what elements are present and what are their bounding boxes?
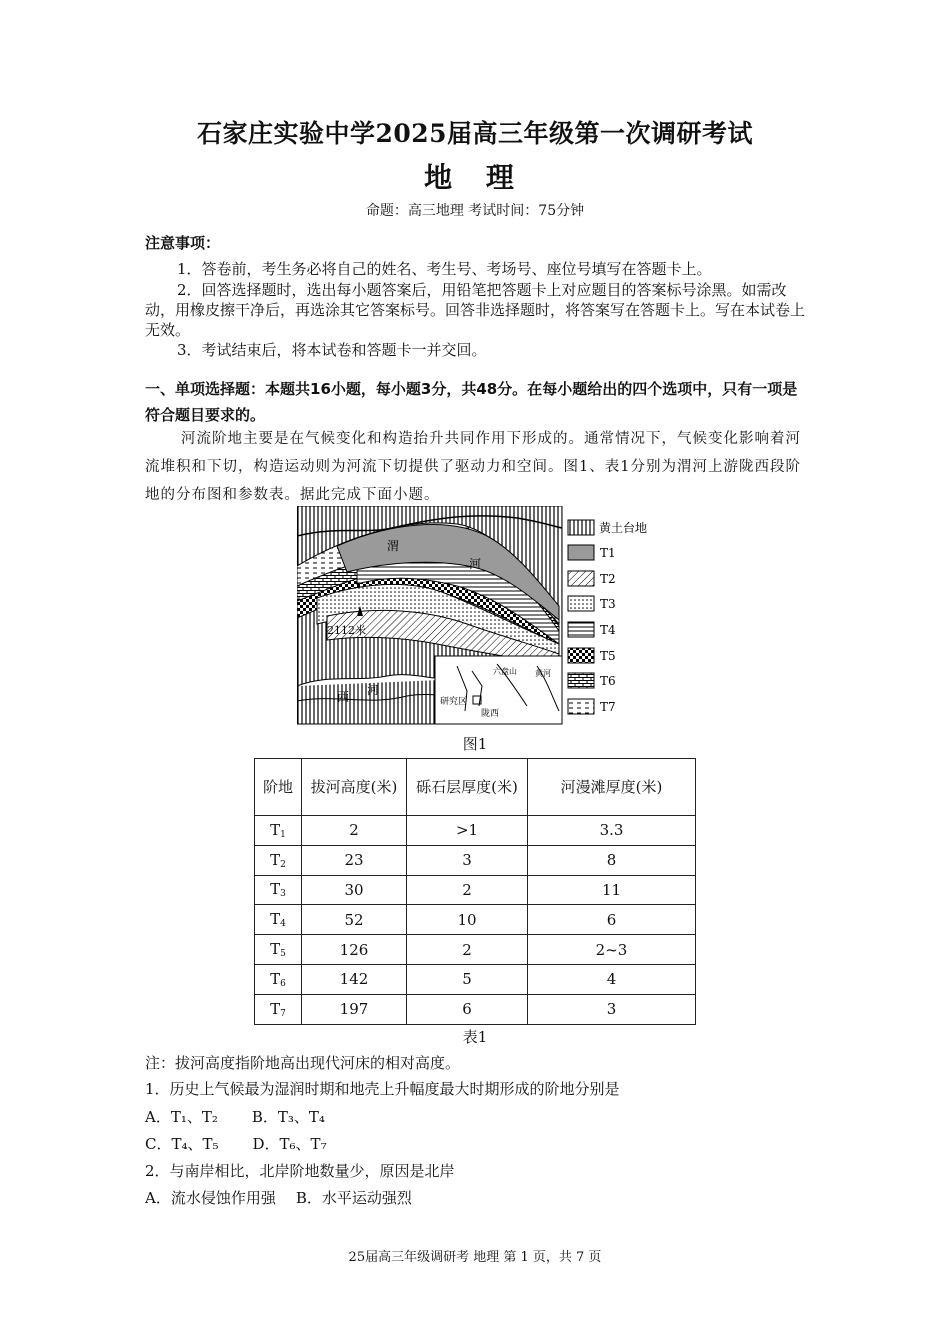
cell-terrace: $T_6$ (255, 964, 302, 994)
terrace-map (297, 506, 657, 726)
table-row (255, 845, 696, 875)
page-footer: 25届高三年级调研考 地理 第 1 页，共 7 页 (348, 1250, 602, 1265)
question-2-stem: 2．与南岸相比，北岸阶地数量少，原因是北岸 (145, 1162, 455, 1180)
cell-height: 30 (302, 875, 407, 905)
cell-terrace: $T_5$ (255, 935, 302, 965)
legend-t6: T6 (600, 674, 616, 688)
question-1-stem: 1．历史上气候最为湿润时期和地壳上升幅度最大时期形成的阶地分别是 (145, 1080, 620, 1098)
exam-title: 石家庄实验中学2025届高三年级第一次调研考试 (196, 119, 754, 148)
map-label-xi: 西 (337, 690, 350, 704)
cell-height: 23 (302, 845, 407, 875)
cell-height: 126 (302, 935, 407, 965)
cell-floodplain: 3.3 (528, 816, 696, 846)
subject-title: 地 理 (424, 161, 526, 194)
option-1c[interactable]: C．T₄、T₅ (145, 1135, 219, 1153)
exam-meta: 命题：高三地理 考试时间：75分钟 (365, 203, 585, 219)
option-1d[interactable]: D．T₆、T₇ (252, 1135, 327, 1153)
map-label-wei: 渭 (387, 539, 400, 553)
map-label-xihe: 河 (367, 683, 380, 697)
terrace-table (254, 758, 696, 1025)
cell-height: 52 (302, 905, 407, 935)
option-2b[interactable]: B．水平运动强烈 (295, 1189, 412, 1207)
inset-label-longxi: 陇西 (481, 709, 500, 719)
cell-terrace: $T_1$ (255, 816, 302, 846)
table-caption: 表1 (462, 1028, 488, 1046)
cell-terrace: $T_7$ (255, 994, 302, 1024)
intro-paragraph: 河流阶地主要是在气候变化和构造抬升共同作用下形成的。通常情况下，气候变化影响着河流堆积和下切，构造运动则为河流下切提供了驱动力和空间。图1、表1分别为渭河上游陇西段阶地的分布图和参数表。据此完成下面小题。 (145, 431, 801, 503)
question-2-options (145, 1185, 845, 1211)
legend-t4: T4 (600, 623, 616, 637)
table-row (255, 905, 696, 935)
cell-floodplain: 2~3 (528, 935, 696, 965)
table-row (255, 816, 696, 846)
legend-t7: T7 (600, 700, 616, 714)
map-label-elevation: 2112米 (327, 624, 366, 637)
figure-caption: 图1 (462, 735, 488, 753)
legend-t5: T5 (600, 649, 616, 663)
cell-height: 2 (302, 816, 407, 846)
cell-terrace: $T_4$ (255, 905, 302, 935)
cell-floodplain: 4 (528, 964, 696, 994)
table-row (255, 994, 696, 1024)
figure-1 (297, 506, 657, 726)
header-gravel: 砾石层厚度(米) (407, 759, 528, 816)
legend-t1: T1 (600, 546, 616, 560)
header-height: 拔河高度(米) (302, 759, 407, 816)
table-row (255, 935, 696, 965)
question-1-options-cd (145, 1131, 845, 1157)
cell-floodplain: 6 (528, 905, 696, 935)
inset-label-yellow-river: 黄河 (535, 669, 551, 678)
cell-gravel: 5 (407, 964, 528, 994)
inset-label-liupan: 六盘山 (493, 667, 517, 676)
option-1b[interactable]: B．T₃、T₄ (251, 1108, 325, 1126)
legend-t2: T2 (600, 572, 616, 586)
question-1-options-ab (145, 1104, 845, 1130)
inset-label-study-area: 研究区 (440, 697, 468, 707)
cell-floodplain: 8 (528, 845, 696, 875)
figure-legend (568, 520, 647, 714)
cell-terrace: $T_3$ (255, 875, 302, 905)
legend-loess: 黄土台地 (599, 521, 648, 535)
cell-height: 142 (302, 964, 407, 994)
cell-floodplain: 11 (528, 875, 696, 905)
section-heading: 一、单项选择题：本题共16小题，每小题3分，共48分。在每小题给出的四个选项中，只有一项是符合题目要求的。 (145, 380, 798, 424)
cell-gravel: 2 (407, 935, 528, 965)
cell-gravel: 3 (407, 845, 528, 875)
cell-gravel: 10 (407, 905, 528, 935)
cell-terrace: $T_2$ (255, 845, 302, 875)
notice-item-2: 2．回答选择题时，选出每小题答案后，用铅笔把答题卡上对应题目的答案标号涂黑。如需改动，用橡皮擦干净后，再选涂其它答案标号。回答非选择题时，将答案写在答题卡上。写在本试卷上无效。 (145, 281, 806, 339)
cell-gravel: 2 (407, 875, 528, 905)
table-header-row (255, 759, 696, 816)
notice-item-3: 3．考试结束后，将本试卷和答题卡一并交回。 (177, 341, 487, 359)
table-row (255, 964, 696, 994)
cell-gravel: >1 (407, 816, 528, 846)
cell-height: 197 (302, 994, 407, 1024)
legend-t3: T3 (600, 597, 616, 611)
table-note: 注：拔河高度指阶地高出现代河床的相对高度。 (145, 1054, 461, 1072)
map-label-he: 河 (469, 557, 482, 571)
cell-gravel: 6 (407, 994, 528, 1024)
cell-floodplain: 3 (528, 994, 696, 1024)
option-1a[interactable]: A．T₁、T₂ (145, 1108, 218, 1126)
header-floodplain: 河漫滩厚度(米) (528, 759, 696, 816)
notice-item-1: 1．答卷前，考生务必将自己的姓名、考生号、考场号、座位号填写在答题卡上。 (177, 260, 712, 278)
notice-heading: 注意事项： (145, 234, 221, 252)
header-terrace: 阶地 (255, 759, 302, 816)
table-row (255, 875, 696, 905)
option-2a[interactable]: A．流水侵蚀作用强 (145, 1189, 276, 1207)
